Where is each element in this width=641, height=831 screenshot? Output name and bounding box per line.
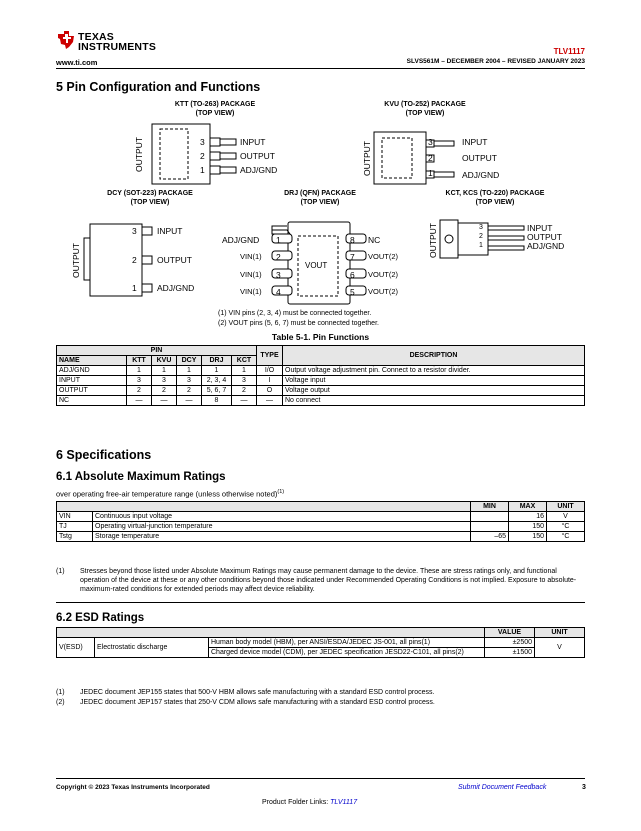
col-value: VALUE [485, 628, 535, 638]
ktt-package-diagram [140, 124, 320, 184]
cell-condition: Charged device model (CDM), per JEDEC specification JESD22-C101, all pins(2) [209, 648, 485, 658]
cell-drj: 2, 3, 4 [202, 376, 232, 386]
ti-wordmark [78, 32, 156, 52]
cell-dcy: 3 [177, 376, 202, 386]
drj-pin2-num: 2 [276, 252, 281, 262]
dcy-title-line1: DCY (SOT-223) PACKAGE [107, 190, 193, 197]
cell-max: 16 [509, 512, 547, 522]
kct-pin2-label: OUTPUT [527, 232, 562, 242]
pin-note-1: (1) VIN pins (2, 3, 4) must be connected together. [218, 310, 372, 317]
kvu-pin1-label: ADJ/GND [462, 170, 500, 180]
dcy-pin2-label: OUTPUT [157, 255, 192, 265]
col-kct: KCT [232, 356, 257, 366]
col-type: TYPE [257, 346, 283, 366]
cell-param: Electrostatic discharge [95, 638, 209, 658]
kvu-pin1-num: 1 [428, 168, 433, 178]
cell-min [471, 512, 509, 522]
kvu-body-label: OUTPUT [362, 141, 372, 176]
cell-ktt: 2 [127, 386, 152, 396]
kct-pin2-num: 2 [479, 233, 483, 240]
pin-table-title: Table 5-1. Pin Functions [271, 332, 370, 342]
kvu-title-line1: KVU (TO-252) PACKAGE [384, 101, 466, 108]
ktt-pin2-num: 2 [200, 151, 205, 161]
cell-symbol: VIN [57, 512, 93, 522]
kct-pin3-num: 3 [479, 224, 483, 231]
drj-pin3-num: 3 [276, 270, 281, 280]
kvu-pin3-num: 3 [428, 137, 433, 147]
drj-pin1-num: 1 [276, 235, 281, 245]
footnote-text: Stresses beyond those listed under Absolute Maximum Ratings may cause permanent damage to the device. These are stress ratings only, and functional operation of the device at these or any other conditions beyond those indicated under Recommended Operating Conditions is not implied. Exposure to absolute-maximum-rated conditions for extended periods may affect device reliability. [80, 568, 577, 593]
cell-type: I/O [257, 366, 283, 376]
dcy-pin2-num: 2 [132, 255, 137, 265]
drj-pin3-label: VIN(1) [240, 270, 262, 279]
footnote-num: (1) [56, 568, 65, 575]
cell-condition: Human body model (HBM), per ANSI/ESDA/JEDEC JS-001, all pins(1) [209, 638, 485, 648]
ti-state-icon [56, 30, 76, 50]
col-min: MIN [471, 502, 509, 512]
ktt-pin2-label: OUTPUT [240, 151, 275, 161]
ktt-pin1-label: ADJ/GND [240, 165, 278, 175]
drj-pin7-label: VOUT(2) [368, 252, 398, 261]
cell-drj: 8 [202, 396, 232, 406]
dcy-package-diagram [84, 220, 164, 300]
cell-max: 150 [509, 522, 547, 532]
drj-pin6-num: 6 [350, 270, 355, 280]
cell-ktt: 1 [127, 366, 152, 376]
footnote-num: (2) [56, 699, 65, 706]
cell-unit: V [547, 512, 585, 522]
dcy-pin1-label: ADJ/GND [157, 283, 195, 293]
kvu-pin2-label: OUTPUT [462, 153, 497, 163]
kct-pin1-label: ADJ/GND [527, 241, 565, 251]
footer-rule [56, 778, 585, 779]
kct-pin1-num: 1 [479, 242, 483, 249]
kct-package-diagram [440, 220, 530, 262]
cell-description: Output voltage adjustment pin. Connect to a resistor divider. [283, 366, 585, 376]
abs-max-footnote [56, 567, 586, 597]
ktt-pin3-label: INPUT [240, 137, 266, 147]
submit-feedback-link[interactable]: Submit Document Feedback [458, 784, 547, 791]
cell-unit: °C [547, 532, 585, 542]
section-5-title: 5 Pin Configuration and Functions [56, 80, 261, 94]
table-row [57, 522, 585, 532]
col-max: MAX [509, 502, 547, 512]
dcy-pin3-label: INPUT [157, 226, 183, 236]
drj-pin7-num: 7 [350, 252, 355, 262]
cell-type: — [257, 396, 283, 406]
table-row [57, 638, 585, 648]
ktt-body-label: OUTPUT [134, 137, 144, 172]
cell-min [471, 522, 509, 532]
cell-drj: 5, 6, 7 [202, 386, 232, 396]
table-row [57, 366, 585, 376]
table-row [57, 532, 585, 542]
cell-drj: 1 [202, 366, 232, 376]
cell-name: INPUT [57, 376, 127, 386]
col-drj: DRJ [202, 356, 232, 366]
pin-note-2: (2) VOUT pins (5, 6, 7) must be connected together. [218, 320, 379, 327]
ti-logo [56, 30, 166, 56]
dcy-title-line2: (TOP VIEW) [130, 199, 170, 206]
cell-kct: 2 [232, 386, 257, 396]
esd-footnote-2 [56, 698, 586, 708]
col-ktt: KTT [127, 356, 152, 366]
ktt-package-title [150, 100, 280, 118]
drj-pin4-num: 4 [276, 287, 281, 297]
col-unit: UNIT [535, 628, 585, 638]
drj-pin8-label: NC [368, 235, 381, 245]
cell-value: ±2500 [485, 638, 535, 648]
product-folder-label: Product Folder Links: [262, 799, 329, 806]
dcy-pin3-num: 3 [132, 226, 137, 236]
dcy-body-label: OUTPUT [71, 243, 81, 278]
cell-symbol: Tstg [57, 532, 93, 542]
table-row [57, 396, 585, 406]
ktt-pin3-num: 3 [200, 137, 205, 147]
doc-info: SLVS561M – DECEMBER 2004 – REVISED JANUARY 2023 [406, 58, 585, 65]
col-description: DESCRIPTION [283, 346, 585, 366]
kct-pin3-label: INPUT [527, 223, 553, 233]
footnote-text: JEDEC document JEP155 states that 500-V HBM allows safe manufacturing with a standard ESD control process. [80, 689, 435, 696]
cell-kvu: 2 [152, 386, 177, 396]
pin-functions-table [56, 345, 585, 406]
cell-kct: 3 [232, 376, 257, 386]
cell-name: OUTPUT [57, 386, 127, 396]
col-dcy: DCY [177, 356, 202, 366]
cell-description: No connect [283, 396, 585, 406]
col-name: NAME [57, 356, 127, 366]
table-row [57, 376, 585, 386]
dcy-package-title [80, 189, 220, 207]
cell-description: Voltage input [283, 376, 585, 386]
section-rule [56, 602, 585, 603]
header-rule [56, 68, 585, 69]
footnote-text: JEDEC document JEP157 states that 250-V CDM allows safe manufacturing with a standard ESD control process. [80, 699, 435, 706]
esd-blank-header [57, 628, 485, 638]
kct-title-line2: (TOP VIEW) [475, 199, 515, 206]
drj-package-title [250, 189, 390, 207]
ti-wordmark-line2: INSTRUMENTS [78, 41, 157, 53]
kvu-package-title [360, 100, 490, 118]
ti-wordmark-line1: TEXAS [78, 31, 115, 43]
esd-title: 6.2 ESD Ratings [56, 612, 145, 624]
kvu-pin3-label: INPUT [462, 137, 488, 147]
cell-desc: Storage temperature [93, 532, 471, 542]
cell-symbol: V(ESD) [57, 638, 95, 658]
drj-pin1-label: ADJ/GND [222, 235, 260, 245]
abs-max-table [56, 501, 585, 542]
kct-title-line1: KCT, KCS (TO-220) PACKAGE [445, 190, 545, 197]
drj-pin5-label: VOUT(2) [368, 287, 398, 296]
drj-center-label: VOUT [305, 261, 328, 270]
cell-kct: — [232, 396, 257, 406]
kct-body-label: OUTPUT [428, 223, 438, 258]
drj-pin6-label: VOUT(2) [368, 270, 398, 279]
cell-name: ADJ/GND [57, 366, 127, 376]
cell-ktt: 3 [127, 376, 152, 386]
cell-description: Voltage output [283, 386, 585, 396]
part-number[interactable]: TLV1117 [553, 47, 585, 56]
cell-max: 150 [509, 532, 547, 542]
esd-footnote-1 [56, 688, 586, 698]
abs-max-subtitle [56, 489, 284, 499]
ktt-title-line2: (TOP VIEW) [195, 110, 235, 117]
cell-desc: Continuous input voltage [93, 512, 471, 522]
col-unit: UNIT [547, 502, 585, 512]
kvu-pin2-num: 2 [428, 153, 433, 163]
section-6-title: 6 Specifications [56, 448, 152, 462]
abs-max-subtitle-ref[interactable]: (1) [277, 489, 285, 495]
page-number: 3 [582, 784, 586, 791]
cell-type: I [257, 376, 283, 386]
product-folder [262, 799, 357, 806]
cell-dcy: — [177, 396, 202, 406]
kct-package-title [420, 189, 570, 207]
table-row [57, 512, 585, 522]
product-folder-link[interactable]: TLV1117 [330, 799, 358, 806]
footnote-num: (1) [56, 689, 65, 696]
drj-pin4-label: VIN(1) [240, 287, 262, 296]
drj-title-line2: (TOP VIEW) [300, 199, 340, 206]
table-row [57, 386, 585, 396]
cell-value: ±1500 [485, 648, 535, 658]
drj-title-line1: DRJ (QFN) PACKAGE [284, 190, 356, 197]
cell-ktt: — [127, 396, 152, 406]
cell-name: NC [57, 396, 127, 406]
cell-dcy: 2 [177, 386, 202, 396]
copyright: Copyright © 2023 Texas Instruments Incorporated [56, 784, 210, 791]
drj-pin8-num: 8 [350, 235, 355, 245]
site-url[interactable]: www.ti.com [56, 58, 98, 67]
abs-max-blank-header [57, 502, 471, 512]
dcy-pin1-num: 1 [132, 283, 137, 293]
cell-unit: V [535, 638, 585, 658]
abs-max-subtitle-text: over operating free-air temperature range (unless otherwise noted) [56, 489, 278, 499]
cell-unit: °C [547, 522, 585, 532]
col-kvu: KVU [152, 356, 177, 366]
ktt-pin1-num: 1 [200, 165, 205, 175]
cell-type: O [257, 386, 283, 396]
cell-dcy: 1 [177, 366, 202, 376]
cell-kvu: 1 [152, 366, 177, 376]
kvu-title-line2: (TOP VIEW) [405, 110, 445, 117]
cell-kvu: 3 [152, 376, 177, 386]
drj-pin5-num: 5 [350, 287, 355, 297]
cell-kct: 1 [232, 366, 257, 376]
esd-table [56, 627, 585, 658]
pin-group-header: PIN [57, 346, 257, 356]
drj-pin2-label: VIN(1) [240, 252, 262, 261]
cell-kvu: — [152, 396, 177, 406]
ktt-title-line1: KTT (TO-263) PACKAGE [174, 101, 256, 108]
cell-desc: Operating virtual-junction temperature [93, 522, 471, 532]
abs-max-title: 6.1 Absolute Maximum Ratings [56, 471, 226, 483]
cell-min: –65 [471, 532, 509, 542]
cell-symbol: TJ [57, 522, 93, 532]
